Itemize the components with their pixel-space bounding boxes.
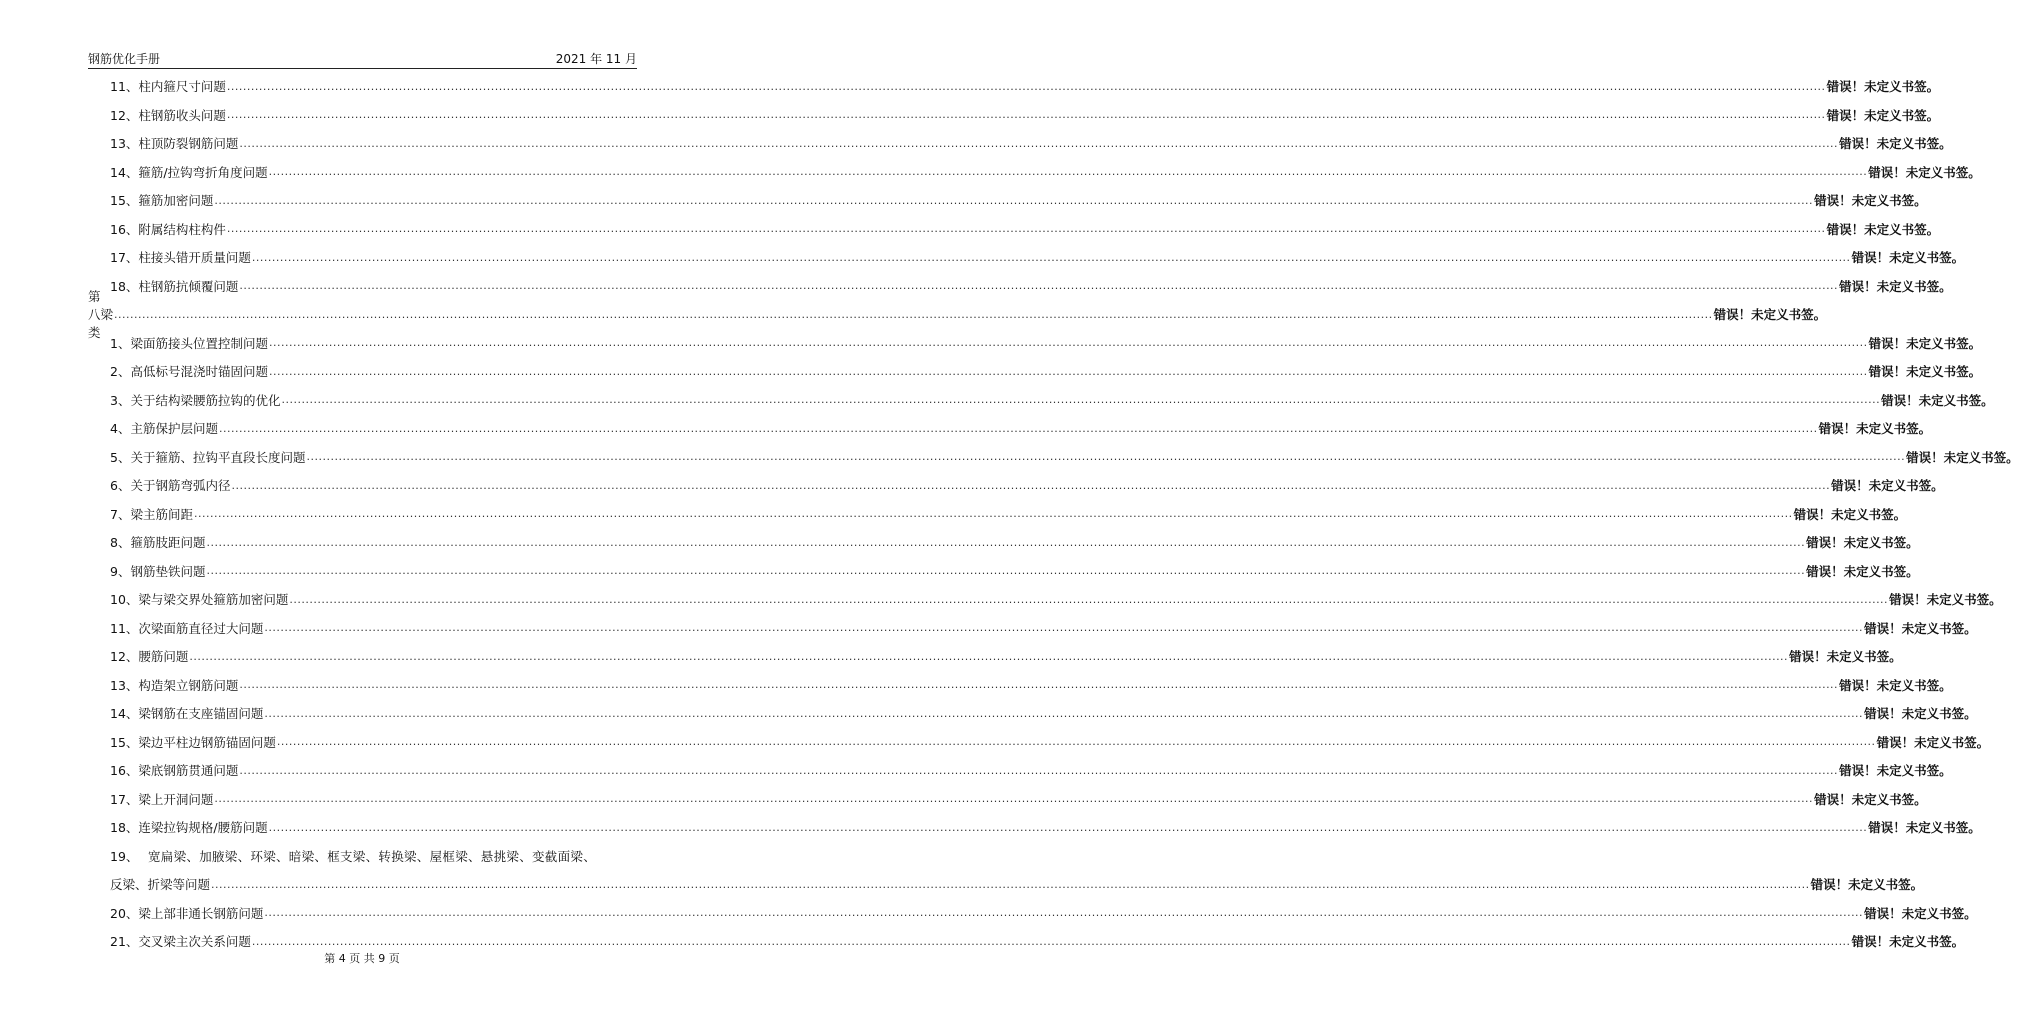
toc-leader-dots: ................................................................................................................................................................................................................................................................................................................................................................................................................ (193, 507, 1793, 521)
toc-page-ref: 错误！未定义书签。 (1826, 221, 1940, 237)
toc-entry[interactable] (88, 756, 1952, 785)
header-date: 2021 年 11 月 (555, 52, 637, 66)
toc-page-ref: 错误！未定义书签。 (1864, 620, 1977, 636)
toc-entry-number: 16、 (110, 763, 139, 779)
toc-entry[interactable] (88, 443, 2019, 472)
toc-entry[interactable] (88, 414, 1932, 443)
toc-entry-number: 12、 (110, 649, 139, 665)
toc-page-ref: 错误！未定义书签。 (1839, 278, 1952, 294)
toc-entry-title: 交叉梁主次关系问题 (138, 934, 251, 950)
toc-entry-title: 钢筋垫铁问题 (130, 563, 206, 579)
toc-entry-title: 柱内箍尺寸问题 (138, 79, 226, 95)
toc-entry[interactable] (88, 329, 1982, 358)
toc-page-ref: 错误！未定义书签。 (1810, 877, 1924, 893)
toc-entry[interactable] (88, 813, 1981, 842)
toc-entry[interactable] (88, 357, 1982, 386)
toc-page-ref: 错误！未定义书签。 (1851, 250, 1965, 266)
toc-leader-dots: ................................................................................................................................................................................................................................................................................................................................................................................................................ (214, 193, 1814, 207)
toc-page-ref: 错误！未定义书签。 (1831, 478, 1944, 494)
toc-leader-dots: ................................................................................................................................................................................................................................................................................................................................................................................................................ (268, 364, 1868, 378)
toc-entry-number: 14、 (110, 706, 139, 722)
toc-page-ref: 错误！未定义书签。 (1876, 734, 1990, 750)
toc-entry-number: 11、 (110, 620, 139, 636)
toc-entry[interactable] (88, 471, 1944, 500)
toc-leader-dots: ................................................................................................................................................................................................................................................................................................................................................................................................................ (264, 706, 1864, 720)
toc-entry[interactable] (88, 158, 1981, 187)
toc-leader-dots: ................................................................................................................................................................................................................................................................................................................................................................................................................ (306, 450, 1906, 464)
toc-leader-dots: ................................................................................................................................................................................................................................................................................................................................................................................................................ (239, 136, 1839, 150)
toc-leader-dots: ................................................................................................................................................................................................................................................................................................................................................................................................................ (264, 621, 1864, 635)
toc-page-ref: 错误！未定义书签。 (1806, 563, 1919, 579)
toc-leader-dots: ................................................................................................................................................................................................................................................................................................................................................................................................................ (268, 165, 1868, 179)
toc-entry-number: 12、 (110, 107, 139, 123)
toc-leader-dots: ................................................................................................................................................................................................................................................................................................................................................................................................................ (114, 307, 1713, 321)
toc-entry-title: 梁上部非通长钢筋问题 (138, 905, 264, 921)
toc-leader-dots: ................................................................................................................................................................................................................................................................................................................................................................................................................ (189, 649, 1789, 663)
toc-entry-title: 柱钢筋抗倾覆问题 (138, 278, 239, 294)
toc-entry-title: 次梁面筋直径过大问题 (138, 620, 264, 636)
toc-entry[interactable] (88, 528, 1919, 557)
toc-entry-title: 柱接头错开质量问题 (138, 250, 251, 266)
toc-entry-title: 关于结构梁腰筋拉钩的优化 (130, 392, 281, 408)
toc-page-ref: 错误！未定义书签。 (1868, 164, 1981, 180)
toc-entry-title: 连梁拉钩规格/腰筋问题 (138, 820, 268, 836)
toc-page-ref: 错误！未定义书签。 (1826, 107, 1940, 123)
toc-leader-dots: ................................................................................................................................................................................................................................................................................................................................................................................................................ (239, 678, 1839, 692)
toc-leader-dots: ................................................................................................................................................................................................................................................................................................................................................................................................................ (206, 535, 1806, 549)
toc-leader-dots: ................................................................................................................................................................................................................................................................................................................................................................................................................ (251, 934, 1851, 948)
toc-entry[interactable] (88, 699, 1977, 728)
toc-leader-dots: ................................................................................................................................................................................................................................................................................................................................................................................................................ (226, 108, 1826, 122)
toc-page-ref: 错误！未定义书签。 (1793, 506, 1907, 522)
toc-entry-title: 箍筋加密问题 (138, 193, 214, 209)
toc-entry[interactable] (88, 585, 2002, 614)
toc-entry-title: 箍筋/拉钩弯折角度问题 (138, 164, 268, 180)
toc-entry-title: 梁边平柱边钢筋锚固问题 (138, 734, 276, 750)
toc-page-ref: 错误！未定义书签。 (1881, 392, 1994, 408)
toc-entry-title: 关于箍筋、拉钩平直段长度问题 (130, 449, 306, 465)
toc-entry[interactable] (88, 101, 1940, 130)
toc-page-ref: 错误！未定义书签。 (1814, 791, 1927, 807)
toc-entry-number: 17、 (110, 250, 139, 266)
page-footer: 第 4 页 共 9 页 (324, 952, 400, 965)
toc-leader-dots: ................................................................................................................................................................................................................................................................................................................................................................................................................ (226, 79, 1826, 93)
toc-leader-dots: ................................................................................................................................................................................................................................................................................................................................................................................................................ (251, 250, 1851, 264)
toc-entry-title: 梁主筋间距 (130, 506, 193, 522)
toc-entry-number: 第八类 (88, 289, 101, 341)
toc-leader-dots: ................................................................................................................................................................................................................................................................................................................................................................................................................ (211, 877, 1810, 891)
toc-entry-title: 梁上开洞问题 (138, 791, 214, 807)
toc-entry-number: 3、 (110, 392, 131, 408)
toc-entry[interactable] (88, 500, 1907, 529)
toc-entry-number: 13、 (110, 677, 139, 693)
toc-leader-dots: ................................................................................................................................................................................................................................................................................................................................................................................................................ (289, 592, 1889, 606)
toc-entry-number: 5、 (110, 449, 131, 465)
toc-page-ref: 错误！未定义书签。 (1868, 364, 1982, 380)
toc-leader-dots: ................................................................................................................................................................................................................................................................................................................................................................................................................ (268, 820, 1868, 834)
toc-entry-number: 15、 (110, 734, 139, 750)
toc-entry-number: 13、 (110, 136, 139, 152)
page-header (88, 50, 637, 69)
toc-entry-title: 关于钢筋弯弧内径 (130, 478, 231, 494)
toc-entry-number: 14、 (110, 164, 139, 180)
toc-entry[interactable] (88, 386, 1994, 415)
toc-leader-dots: ................................................................................................................................................................................................................................................................................................................................................................................................................ (281, 393, 1881, 407)
toc-page-ref: 错误！未定义书签。 (1713, 307, 1827, 323)
toc-page-ref: 错误！未定义书签。 (1806, 535, 1919, 551)
toc-entry-number: 1、 (110, 335, 131, 351)
toc-entry[interactable] (88, 842, 648, 871)
toc-page-ref: 错误！未定义书签。 (1868, 335, 1982, 351)
toc-entry-number: 19、 (110, 848, 139, 864)
toc-entry[interactable] (88, 215, 1940, 244)
toc-entry-title: 宽扁梁、加腋梁、环梁、暗梁、框支梁、转换梁、屋框梁、悬挑梁、变截面梁、 (148, 848, 597, 864)
toc-entry-title: 高低标号混浇时锚固问题 (130, 364, 268, 380)
toc-entry-number: 17、 (110, 791, 139, 807)
toc-page-ref: 错误！未定义书签。 (1889, 592, 2002, 608)
toc-entry-title: 反梁、折梁等问题 (110, 877, 211, 893)
toc-entry-number: 16、 (110, 221, 139, 237)
toc-entry-number: 9、 (110, 563, 131, 579)
toc-entry[interactable] (88, 272, 1952, 301)
toc-entry-title: 梁面筋接头位置控制问题 (130, 335, 268, 351)
toc-entry[interactable] (88, 186, 1927, 215)
toc-page-ref: 错误！未定义书签。 (1906, 449, 2019, 465)
toc-page-ref: 错误！未定义书签。 (1839, 136, 1952, 152)
toc-entry-number: 7、 (110, 506, 131, 522)
toc-entry[interactable] (88, 614, 1977, 643)
toc-page-ref: 错误！未定义书签。 (1864, 706, 1977, 722)
toc-entry[interactable] (88, 642, 1902, 671)
toc-entry[interactable] (88, 289, 1827, 341)
toc-entry-title: 腰筋问题 (138, 649, 189, 665)
toc-leader-dots: ................................................................................................................................................................................................................................................................................................................................................................................................................ (239, 279, 1839, 293)
toc-entry[interactable] (88, 899, 1977, 928)
toc-page-ref: 错误！未定义书签。 (1851, 934, 1965, 950)
toc-page-ref: 错误！未定义书签。 (1839, 677, 1952, 693)
toc-page-ref: 错误！未定义书签。 (1826, 79, 1940, 95)
toc-entry-title: 梁与梁交界处箍筋加密问题 (138, 592, 289, 608)
toc-leader-dots: ................................................................................................................................................................................................................................................................................................................................................................................................................ (206, 564, 1806, 578)
toc-page-ref: 错误！未定义书签。 (1864, 905, 1977, 921)
toc-leader-dots: ................................................................................................................................................................................................................................................................................................................................................................................................................ (268, 336, 1868, 350)
toc-leader-dots: ................................................................................................................................................................................................................................................................................................................................................................................................................ (239, 763, 1839, 777)
toc-entry[interactable] (88, 671, 1952, 700)
toc-entry[interactable] (88, 243, 1965, 272)
toc-entry-title: 主筋保护层问题 (130, 421, 218, 437)
toc-entry-title: 梁底钢筋贯通问题 (138, 763, 239, 779)
toc-entry[interactable] (88, 72, 1940, 101)
toc-page-ref: 错误！未定义书签。 (1789, 649, 1902, 665)
toc-entry-title: 柱顶防裂钢筋问题 (138, 136, 239, 152)
toc-entry-number: 2、 (110, 364, 131, 380)
toc-leader-dots: ................................................................................................................................................................................................................................................................................................................................................................................................................ (264, 906, 1864, 920)
toc-leader-dots: ................................................................................................................................................................................................................................................................................................................................................................................................................ (226, 222, 1826, 236)
toc-entry-number: 15、 (110, 193, 139, 209)
toc-entry[interactable] (88, 785, 1927, 814)
toc-entry-number: 11、 (110, 79, 139, 95)
toc-entry-title: 附属结构柱构件 (138, 221, 226, 237)
header-title: 钢筋优化手册 (88, 52, 161, 66)
toc-entry-number: 8、 (110, 535, 131, 551)
toc-entry-number: 18、 (110, 820, 139, 836)
toc-entry-title: 柱钢筋收头问题 (138, 107, 226, 123)
toc-page-ref: 错误！未定义书签。 (1818, 421, 1932, 437)
toc-entry-title: 箍筋肢距问题 (130, 535, 206, 551)
toc-leader-dots: ................................................................................................................................................................................................................................................................................................................................................................................................................ (218, 421, 1818, 435)
toc-entry-number: 10、 (110, 592, 139, 608)
toc-leader-dots: ................................................................................................................................................................................................................................................................................................................................................................................................................ (214, 792, 1814, 806)
toc-entry-title: 梁 (100, 307, 114, 323)
toc-entry-number: 4、 (110, 421, 131, 437)
toc-page-ref: 错误！未定义书签。 (1868, 820, 1981, 836)
toc-entry-number: 6、 (110, 478, 131, 494)
toc-leader-dots: ................................................................................................................................................................................................................................................................................................................................................................................................................ (231, 478, 1831, 492)
toc-leader-dots: ................................................................................................................................................................................................................................................................................................................................................................................................................ (276, 735, 1876, 749)
toc-page-ref: 错误！未定义书签。 (1839, 763, 1952, 779)
toc-entry-number: 20、 (110, 905, 139, 921)
toc-entry-title: 构造架立钢筋问题 (138, 677, 239, 693)
toc-entry-number: 18、 (110, 278, 139, 294)
toc-entry[interactable] (88, 129, 1952, 158)
toc-entry-number: 21、 (110, 934, 139, 950)
toc-entry-title: 梁钢筋在支座锚固问题 (138, 706, 264, 722)
toc-entry[interactable] (88, 557, 1919, 586)
toc-entry[interactable] (88, 728, 1990, 757)
toc-entry[interactable] (88, 870, 1924, 899)
toc-page-ref: 错误！未定义书签。 (1814, 193, 1927, 209)
